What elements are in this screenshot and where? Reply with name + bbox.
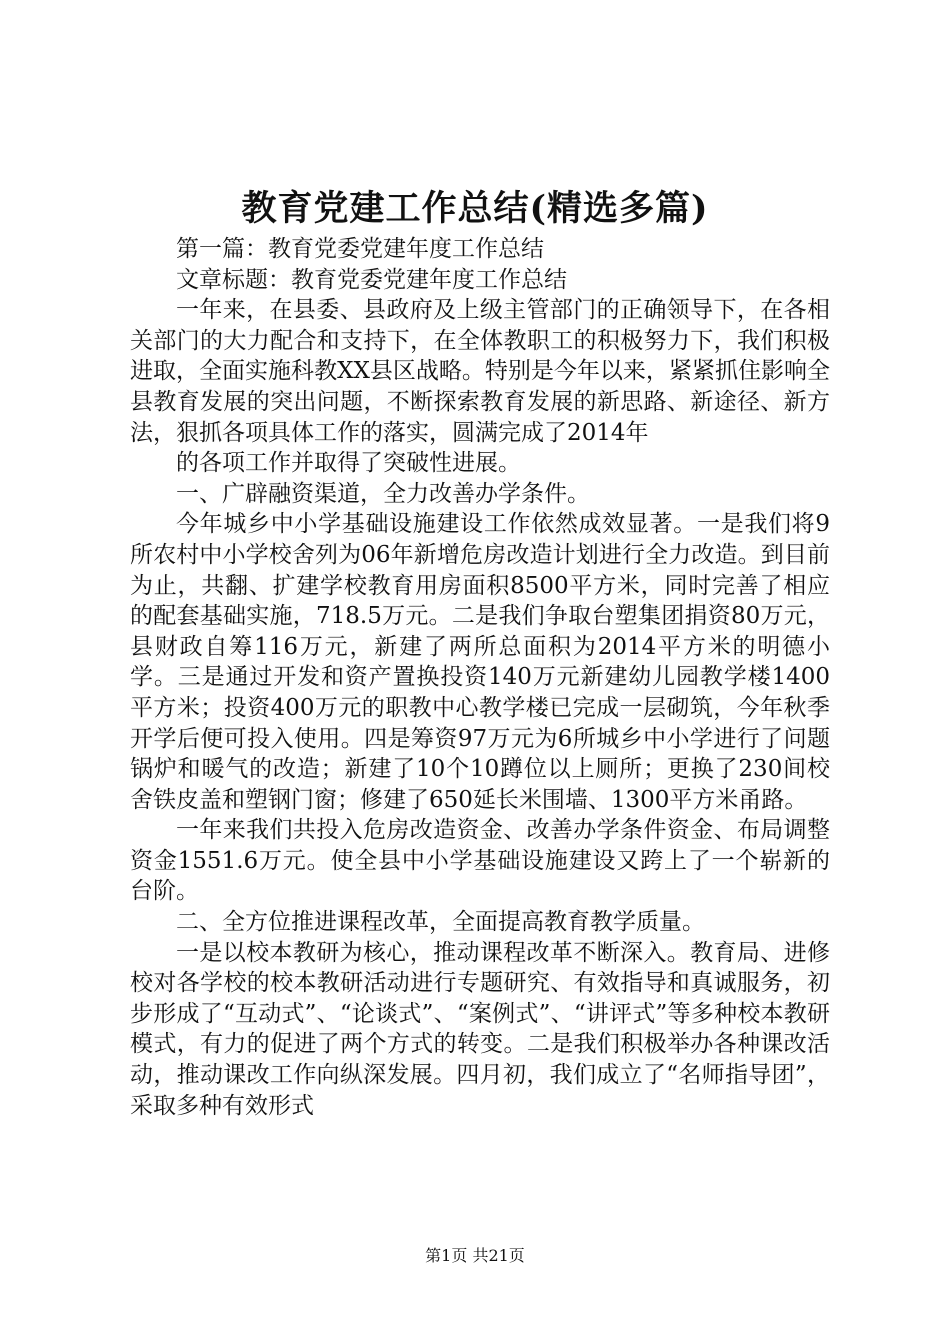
paragraph-article-title: 文章标题：教育党委党建年度工作总结	[176, 266, 567, 293]
paragraph-investment-total: 一年来我们共投入危房改造资金、改善办学条件资金、布局调整资金1551.6万元。使全县中小学基础设施建设又跨上了一个崭新的台阶。	[130, 817, 830, 905]
paragraph-heading-one: 一、广辟融资渠道，全力改善办学条件。	[176, 480, 590, 507]
paragraph-section-heading: 第一篇：教育党委党建年度工作总结	[176, 236, 544, 262]
paragraph-curriculum-reform: 一是以校本教研为核心，推动课程改革不断深入。教育局、进修校对各学校的校本教研活动进行专题研究、有效指导和真诚服务，初步形成了“互动式”、“论谈式”、“案例式”、“讲评式”等多种校本教研模式，有力的促进了两个方式的转变。二是我们积极举办各种课改活动，推动课改工作向纵深发展。四月初，我们成立了“名师指导团”，采取多种有效形式	[130, 939, 830, 1119]
paragraph-heading-two: 二、全方位推进课程改革，全面提高教育教学质量。	[176, 909, 705, 936]
document-body	[130, 234, 830, 1121]
paragraph-intro-continued: 的各项工作并取得了突破性进展。	[176, 450, 521, 477]
paragraph-facilities: 今年城乡中小学基础设施建设工作依然成效显著。一是我们将9所农村中小学校舍列为06年新增危房改造计划进行全力改造。到目前为止，共翻、扩建学校教育用房面积8500平方米，同时完善了相应的配套基础实施，718.5万元。二是我们争取台塑集团捐资80万元，县财政自筹116万元，新建了两所总面积为2014平方米的明德小学。三是通过开发和资产置换投资140万元新建幼儿园教学楼1400平方米；投资400万元的职教中心教学楼已完成一层砌筑，今年秋季开学后便可投入使用。四是筹资97万元为6所城乡中小学进行了问题锅炉和暖气的改造；新建了10个10蹲位以上厕所；更换了230间校舍铁皮盖和塑钢门窗；修建了650延长米围墙、1300平方米甬路。	[130, 511, 830, 813]
paragraph-intro: 一年来，在县委、县政府及上级主管部门的正确领导下，在各相关部门的大力配合和支持下，在全体教职工的积极努力下，我们积极进取，全面实施科教XX县区战略。特别是今年以来，紧紧抓住影响全县教育发展的突出问题，不断探索教育发展的新思路、新途径、新方法，狠抓各项具体工作的落实，圆满完成了2014年	[130, 297, 830, 446]
document-title: 教育党建工作总结(精选多篇)	[241, 188, 709, 229]
page-footer: 第1页 共21页	[425, 1246, 525, 1265]
